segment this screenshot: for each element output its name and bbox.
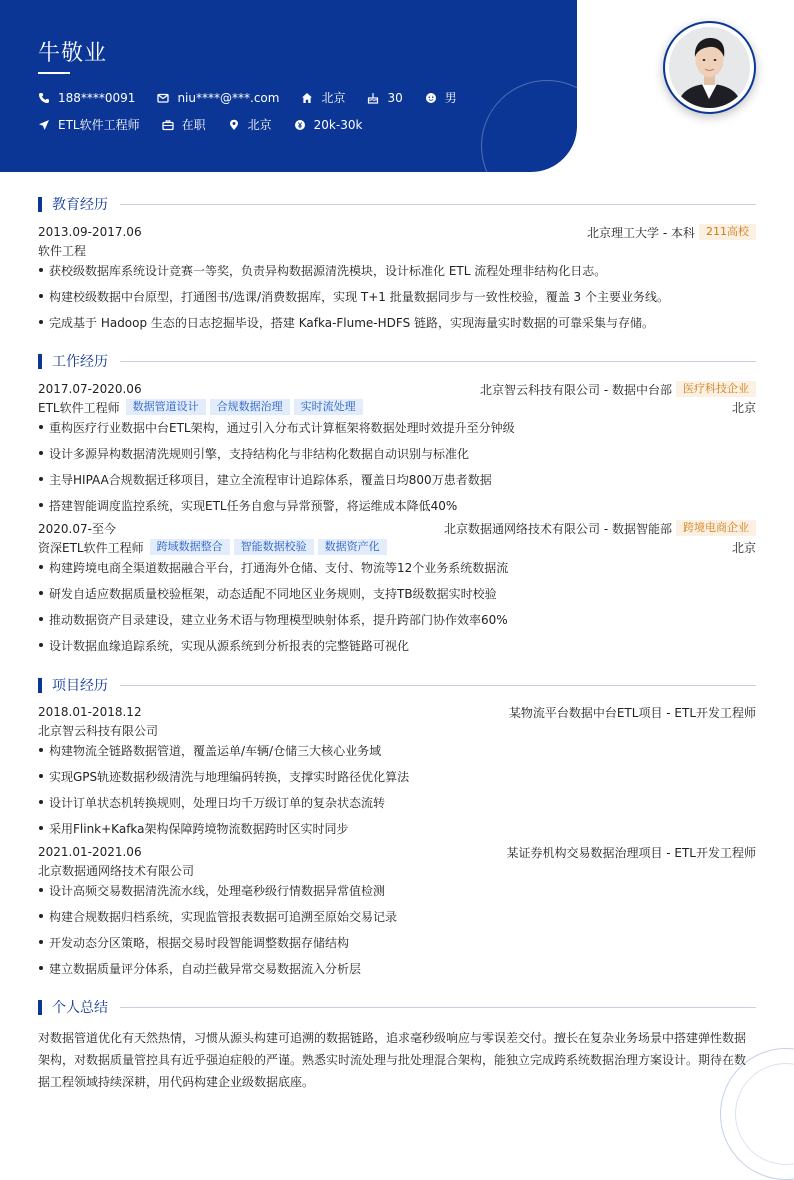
list-item: [38, 959, 756, 977]
contact-row: [38, 89, 479, 106]
bullet-text: 建立数据质量评分体系，自动拦截异常交易数据流入分析层: [49, 961, 362, 976]
summary-title: 个人总结: [52, 1000, 108, 1016]
job-period: 2017.07-2020.06: [38, 382, 142, 396]
status-item: [162, 116, 206, 133]
project-name: 某物流平台数据中台ETL项目 - ETL开发工程师: [508, 705, 756, 720]
education-period: 2013.09-2017.06: [38, 225, 142, 239]
gender-text: 男: [444, 91, 457, 105]
target-job-text: ETL软件工程师: [58, 118, 140, 132]
work-title: 工作经历: [52, 354, 108, 370]
major-row: [38, 241, 756, 259]
bullet-dot: [39, 425, 43, 429]
person-icon: [425, 92, 437, 104]
bullet-dot: [39, 477, 43, 481]
job-city: 北京: [731, 400, 756, 415]
bullet-dot: [39, 826, 43, 830]
bullet-text: 搭建智能调度监控系统，实现ETL任务自愈与异常预警，将运维成本降低40%: [49, 498, 458, 513]
project-period: 2021.01-2021.06: [38, 845, 142, 859]
job-role-row: [38, 398, 756, 416]
title-bar: [38, 678, 42, 693]
job-header-row: [38, 519, 756, 537]
company-name: 北京智云科技有限公司 - 数据中台部: [480, 382, 672, 397]
title-bar: [38, 197, 42, 212]
list-item: [38, 558, 756, 576]
project-company: 北京智云科技有限公司: [38, 723, 159, 738]
bullet-dot: [39, 591, 43, 595]
school-name: 北京理工大学 - 本科: [587, 225, 695, 240]
title-divider: [120, 204, 756, 205]
phone-text: 188****0091: [58, 90, 136, 105]
bullet-dot: [39, 643, 43, 647]
list-item: [38, 313, 756, 331]
list-item: [38, 610, 756, 628]
bullet-dot: [39, 940, 43, 944]
job-role: ETL软件工程师: [38, 400, 120, 415]
skill-tag: 数据管道设计: [126, 399, 206, 415]
list-item: [38, 261, 756, 279]
skill-tag: 智能数据校验: [234, 539, 314, 555]
bullet-dot: [39, 268, 43, 272]
bullet-text: 开发动态分区策略，根据交易时段智能调整数据存储结构: [49, 935, 350, 950]
list-item: [38, 741, 756, 759]
bullet-dot: [39, 565, 43, 569]
project-header-row: [38, 703, 756, 721]
email-item: [157, 91, 279, 105]
bullet-text: 研发自适应数据质量校验框架，动态适配不同地区业务规则，支持TB级数据实时校验: [49, 586, 497, 601]
projects-section-title: [38, 676, 756, 694]
title-bar: [38, 1000, 42, 1015]
bullet-dot: [39, 888, 43, 892]
education-header-row: [38, 223, 756, 241]
title-divider: [120, 685, 756, 686]
summary-section-title: [38, 998, 756, 1016]
list-item: [38, 418, 756, 436]
list-item: [38, 636, 756, 654]
title-bar: [38, 354, 42, 369]
target-city-item: [228, 116, 272, 133]
job-role-row: [38, 538, 756, 556]
list-item: [38, 584, 756, 602]
avatar-frame: [663, 21, 756, 114]
list-item: [38, 444, 756, 462]
bullet-dot: [39, 914, 43, 918]
bullet-dot: [39, 294, 43, 298]
list-item: [38, 287, 756, 305]
project-company-row: [38, 861, 756, 879]
home-icon: [301, 92, 313, 104]
bullet-dot: [39, 451, 43, 455]
list-item: [38, 767, 756, 785]
bullet-dot: [39, 966, 43, 970]
job-intent-row: [38, 116, 384, 133]
map-pin-icon: [228, 119, 240, 131]
project-name: 某证券机构交易数据治理项目 - ETL开发工程师: [506, 845, 756, 860]
title-divider: [120, 361, 756, 362]
decorative-circle: [481, 80, 577, 172]
list-item: [38, 470, 756, 488]
location-text: 北京: [321, 91, 346, 105]
job-role: 资深ETL软件工程师: [38, 540, 144, 555]
bullet-text: 设计高频交易数据清洗流水线，处理毫秒级行情数据异常值检测: [49, 883, 386, 898]
bullet-text: 获校级数据库系统设计竞赛一等奖，负责异构数据源清洗模块，设计标准化 ETL 流程处理非结构化日志。: [49, 263, 607, 278]
salary-item: [294, 118, 363, 132]
project-period: 2018.01-2018.12: [38, 705, 142, 719]
bullet-text: 重构医疗行业数据中台ETL架构，通过引入分布式计算框架将数据处理时效提升至分钟级: [49, 420, 515, 435]
title-divider: [120, 1007, 756, 1008]
skill-tag: 跨域数据整合: [150, 539, 230, 555]
project-company-row: [38, 721, 756, 739]
salary-text: 20k-30k: [313, 117, 363, 132]
skill-tag: 合规数据治理: [210, 399, 290, 415]
bullet-dot: [39, 320, 43, 324]
bullet-dot: [39, 748, 43, 752]
project-header-row: [38, 843, 756, 861]
school-tag: 211高校: [699, 224, 756, 240]
bullet-text: 构建校级数据中台原型，打通图书/选课/消费数据库，实现 T+1 批量数据同步与一致性校验，覆盖 3 个主要业务线。: [49, 289, 670, 304]
target-city-text: 北京: [247, 118, 272, 132]
bullet-dot: [39, 774, 43, 778]
bullet-text: 完成基于 Hadoop 生态的日志挖掘毕设，搭建 Kafka-Flume-HDFS 链路，实现海量实时数据的可靠采集与存储。: [49, 315, 655, 330]
bullet-text: 设计数据血缘追踪系统，实现从源系统到分析报表的完整链路可视化: [49, 638, 410, 653]
projects-title: 项目经历: [52, 678, 108, 694]
major-text: 软件工程: [38, 243, 87, 258]
list-item: [38, 907, 756, 925]
location-item: [301, 89, 345, 106]
bullet-dot: [39, 800, 43, 804]
education-title: 教育经历: [52, 197, 108, 213]
project-company: 北京数据通网络技术有限公司: [38, 863, 195, 878]
bullet-text: 构建跨境电商全渠道数据融合平台，打通海外仓储、支付、物流等12个业务系统数据流: [49, 560, 509, 575]
bullet-text: 主导HIPAA合规数据迁移项目，建立全流程审计追踪体系，覆盖日均800万患者数据: [49, 472, 492, 487]
list-item: [38, 881, 756, 899]
list-item: [38, 496, 756, 514]
bullet-text: 设计订单状态机转换规则，处理日均千万级订单的复杂状态流转: [49, 795, 386, 810]
send-icon: [38, 119, 50, 131]
email-text: niu****@***.com: [177, 90, 280, 105]
bullet-text: 实现GPS轨迹数据秒级清洗与地理编码转换，支撑实时路径优化算法: [49, 769, 410, 784]
age-text: 30: [387, 90, 403, 105]
bullet-text: 构建合规数据归档系统，实现监管报表数据可追溯至原始交易记录: [49, 909, 398, 924]
skill-tag: 实时流处理: [294, 399, 363, 415]
phone-icon: [38, 92, 50, 104]
cake-icon: [367, 92, 379, 104]
name-underline: [38, 72, 70, 74]
company-tag: 医疗科技企业: [676, 381, 756, 397]
job-city: 北京: [731, 540, 756, 555]
company-tag: 跨境电商企业: [676, 520, 756, 536]
bullet-dot: [39, 503, 43, 507]
job-period: 2020.07-至今: [38, 521, 116, 536]
status-text: 在职: [181, 118, 206, 132]
money-icon: [294, 119, 306, 131]
bullet-text: 构建物流全链路数据管道，覆盖运单/车辆/仓储三大核心业务域: [49, 743, 382, 758]
target-job-item: [38, 116, 140, 133]
list-item: [38, 819, 756, 837]
list-item: [38, 933, 756, 951]
bullet-text: 推动数据资产目录建设，建立业务术语与物理模型映射体系，提升跨部门协作效率60%: [49, 612, 508, 627]
education-section-title: [38, 195, 756, 213]
avatar: [669, 27, 750, 108]
summary-text: 对数据管道优化有天然热情，习惯从源头构建可追溯的数据链路，追求毫秒级响应与零误差交付。擅长在复杂业务场景中搭建弹性数据架构，对数据质量管控具有近乎强迫症般的严谨。熟悉实时流处理与批处理混合架构，能独立完成跨系统数据治理方案设计。期待在数据工程领域持续深耕，用代码构建企业级数据底座。: [38, 1031, 747, 1089]
age-item: [367, 91, 402, 105]
phone-item: [38, 91, 135, 105]
candidate-name: 牛敬业: [38, 41, 108, 66]
bullet-text: 采用Flink+Kafka架构保障跨境物流数据跨时区实时同步: [49, 821, 349, 836]
bullet-dot: [39, 617, 43, 621]
header-banner: [0, 0, 577, 172]
mail-icon: [157, 92, 169, 104]
list-item: [38, 793, 756, 811]
skill-tag: 数据资产化: [318, 539, 387, 555]
briefcase-icon: [162, 119, 174, 131]
bullet-text: 设计多源异构数据清洗规则引擎，支持结构化与非结构化数据自动识别与标准化: [49, 446, 470, 461]
gender-item: [425, 89, 457, 106]
company-name: 北京数据通网络技术有限公司 - 数据智能部: [444, 521, 672, 536]
work-section-title: [38, 352, 756, 370]
job-header-row: [38, 380, 756, 398]
